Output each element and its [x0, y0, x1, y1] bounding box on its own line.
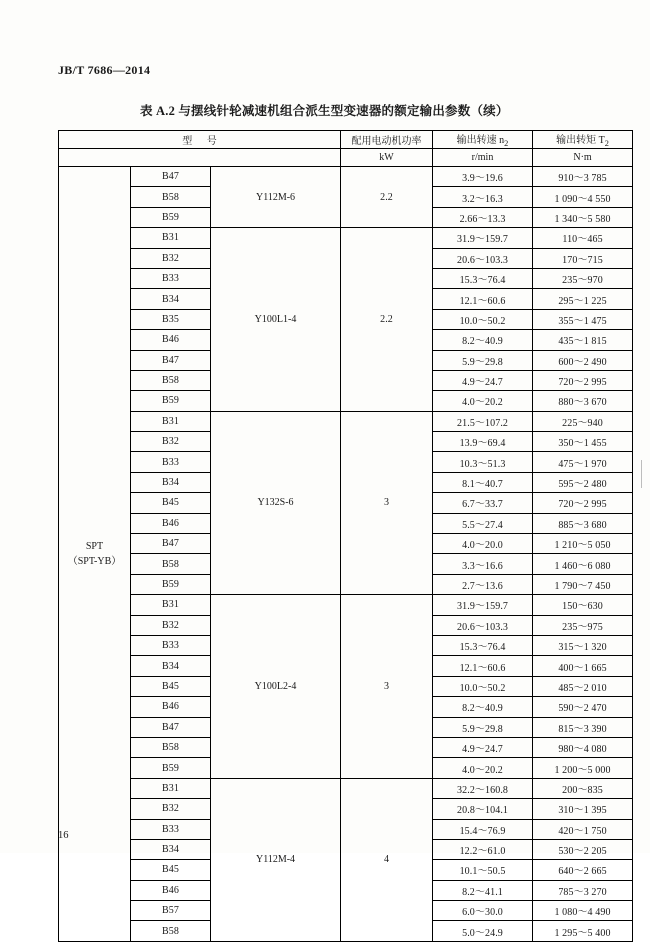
cell-output-torque: 110～465	[533, 228, 633, 248]
cell-motor-type: Y132S-6	[211, 411, 341, 595]
table-header-row-1	[59, 131, 633, 149]
cell-model: B32	[131, 615, 211, 635]
table-row	[59, 228, 633, 248]
header-output-speed	[433, 131, 533, 149]
cell-output-torque: 420～1 750	[533, 819, 633, 839]
cell-model: B33	[131, 452, 211, 472]
cell-output-speed: 31.9～159.7	[433, 595, 533, 615]
header-output-speed-subscript: 2	[504, 139, 509, 148]
cell-model: B33	[131, 268, 211, 288]
cell-output-speed: 31.9～159.7	[433, 228, 533, 248]
cell-output-torque: 590～2 470	[533, 697, 633, 717]
series-sublabel: （SPT-YB）	[67, 555, 122, 567]
cell-output-torque: 1 080～4 490	[533, 901, 633, 921]
cell-output-speed: 10.3～51.3	[433, 452, 533, 472]
table-caption: 表 A.2 与摆线针轮减速机组合派生型变速器的额定输出参数（续）	[140, 104, 509, 118]
cell-output-speed: 15.3～76.4	[433, 635, 533, 655]
cell-output-speed: 10.1～50.5	[433, 860, 533, 880]
cell-model: B46	[131, 880, 211, 900]
cell-motor-type: Y112M-6	[211, 167, 341, 228]
cell-output-speed: 6.7～33.7	[433, 493, 533, 513]
cell-output-speed: 4.0～20.2	[433, 391, 533, 411]
header-output-torque	[533, 131, 633, 149]
cell-output-speed: 12.1～60.6	[433, 289, 533, 309]
cell-model: B32	[131, 432, 211, 452]
cell-model: B33	[131, 819, 211, 839]
cell-output-torque: 310～1 395	[533, 799, 633, 819]
cell-model: B34	[131, 656, 211, 676]
table-row	[59, 167, 633, 187]
cell-model: B58	[131, 187, 211, 207]
cell-output-torque: 400～1 665	[533, 656, 633, 676]
series-label: SPT	[85, 540, 104, 552]
cell-output-torque: 910～3 785	[533, 167, 633, 187]
cell-model: B31	[131, 595, 211, 615]
cell-motor-power: 2.2	[341, 167, 433, 228]
cell-output-torque: 235～970	[533, 268, 633, 288]
cell-output-torque: 295～1 225	[533, 289, 633, 309]
cell-model: B47	[131, 717, 211, 737]
cell-output-speed: 5.5～27.4	[433, 513, 533, 533]
cell-output-speed: 5.9～29.8	[433, 350, 533, 370]
cell-model: B46	[131, 513, 211, 533]
cell-output-torque: 1 295～5 400	[533, 921, 633, 941]
cell-output-speed: 6.0～30.0	[433, 901, 533, 921]
cell-model: B59	[131, 207, 211, 227]
cell-motor-power: 4	[341, 778, 433, 941]
cell-model: B45	[131, 493, 211, 513]
cell-output-speed: 2.66～13.3	[433, 207, 533, 227]
cell-model: B58	[131, 921, 211, 941]
cell-output-torque: 720～2 995	[533, 370, 633, 390]
page-number: 16	[58, 830, 69, 841]
cell-output-torque: 595～2 480	[533, 472, 633, 492]
cell-output-torque: 225～940	[533, 411, 633, 431]
cell-model: B45	[131, 860, 211, 880]
cell-output-torque: 1 460～6 080	[533, 554, 633, 574]
cell-model: B47	[131, 534, 211, 554]
header-output-speed-label: 输出转速 n	[456, 135, 505, 146]
cell-output-torque: 170～715	[533, 248, 633, 268]
cell-output-speed: 5.0～24.9	[433, 921, 533, 941]
cell-model: B31	[131, 778, 211, 798]
cell-output-speed: 8.1～40.7	[433, 472, 533, 492]
cell-motor-power: 3	[341, 595, 433, 779]
cell-output-speed: 3.2～16.3	[433, 187, 533, 207]
table-body	[59, 167, 633, 942]
cell-output-torque: 235～975	[533, 615, 633, 635]
cell-output-torque: 785～3 270	[533, 880, 633, 900]
cell-output-speed: 3.9～19.6	[433, 167, 533, 187]
cell-output-torque: 485～2 010	[533, 676, 633, 696]
cell-output-speed: 20.8～104.1	[433, 799, 533, 819]
header-motor-power-unit: kW	[341, 149, 433, 167]
cell-output-torque: 435～1 815	[533, 330, 633, 350]
cell-output-torque: 815～3 390	[533, 717, 633, 737]
cell-model: B47	[131, 350, 211, 370]
header-output-torque-unit: N·m	[533, 149, 633, 167]
cell-output-speed: 8.2～40.9	[433, 330, 533, 350]
cell-output-speed: 15.4～76.9	[433, 819, 533, 839]
cell-output-torque: 355～1 475	[533, 309, 633, 329]
cell-motor-type: Y100L2-4	[211, 595, 341, 779]
cell-motor-type: Y100L1-4	[211, 228, 341, 412]
cell-output-torque: 980～4 080	[533, 737, 633, 757]
cell-model: B35	[131, 309, 211, 329]
cell-model: B34	[131, 839, 211, 859]
cell-output-speed: 8.2～40.9	[433, 697, 533, 717]
cell-output-speed: 4.9～24.7	[433, 737, 533, 757]
cell-output-torque: 530～2 205	[533, 839, 633, 859]
cell-output-speed: 20.6～103.3	[433, 248, 533, 268]
header-model-blank	[59, 149, 341, 167]
cell-output-speed: 5.9～29.8	[433, 717, 533, 737]
cell-output-torque: 600～2 490	[533, 350, 633, 370]
series-label-cell	[59, 167, 131, 942]
cell-output-torque: 315～1 320	[533, 635, 633, 655]
cell-output-speed: 20.6～103.3	[433, 615, 533, 635]
cell-model: B31	[131, 228, 211, 248]
cell-output-torque: 880～3 670	[533, 391, 633, 411]
header-motor-power: 配用电动机功率	[341, 131, 433, 149]
header-output-speed-unit: r/min	[433, 149, 533, 167]
cell-output-speed: 2.7～13.6	[433, 574, 533, 594]
cell-model: B59	[131, 391, 211, 411]
cell-model: B46	[131, 330, 211, 350]
standard-code-header: JB/T 7686—2014	[58, 63, 151, 77]
cell-model: B59	[131, 574, 211, 594]
cell-output-speed: 15.3～76.4	[433, 268, 533, 288]
header-model-title: 型 号	[59, 131, 341, 149]
cell-model: B34	[131, 289, 211, 309]
cell-output-speed: 12.1～60.6	[433, 656, 533, 676]
cell-output-torque: 200～835	[533, 778, 633, 798]
table-row	[59, 595, 633, 615]
cell-output-torque: 885～3 680	[533, 513, 633, 533]
cell-output-torque: 1 340～5 580	[533, 207, 633, 227]
cell-output-speed: 13.9～69.4	[433, 432, 533, 452]
cell-motor-type: Y112M-4	[211, 778, 341, 941]
header-output-torque-subscript: 2	[604, 139, 609, 148]
cell-output-torque: 640～2 665	[533, 860, 633, 880]
cell-model: B59	[131, 758, 211, 778]
cell-output-torque: 350～1 455	[533, 432, 633, 452]
cell-model: B32	[131, 799, 211, 819]
cell-output-torque: 1 210～5 050	[533, 534, 633, 554]
cell-model: B58	[131, 737, 211, 757]
cell-output-torque: 475～1 970	[533, 452, 633, 472]
cell-output-speed: 3.3～16.6	[433, 554, 533, 574]
cell-output-speed: 21.5～107.2	[433, 411, 533, 431]
table-row	[59, 411, 633, 431]
table-header-row-2	[59, 149, 633, 167]
cell-output-speed: 10.0～50.2	[433, 309, 533, 329]
rated-output-parameters-table	[58, 130, 633, 942]
cell-motor-power: 2.2	[341, 228, 433, 412]
cell-model: B31	[131, 411, 211, 431]
cell-output-speed: 12.2～61.0	[433, 839, 533, 859]
table-header	[59, 131, 633, 167]
cell-output-speed: 10.0～50.2	[433, 676, 533, 696]
cell-model: B32	[131, 248, 211, 268]
cell-model: B33	[131, 635, 211, 655]
cell-output-speed: 4.0～20.2	[433, 758, 533, 778]
cell-model: B34	[131, 472, 211, 492]
cell-model: B47	[131, 167, 211, 187]
cell-output-speed: 32.2～160.8	[433, 778, 533, 798]
table-row	[59, 778, 633, 798]
cell-output-speed: 8.2～41.1	[433, 880, 533, 900]
cell-output-torque: 1 090～4 550	[533, 187, 633, 207]
cell-model: B57	[131, 901, 211, 921]
cell-model: B58	[131, 370, 211, 390]
cell-output-speed: 4.9～24.7	[433, 370, 533, 390]
cell-motor-power: 3	[341, 411, 433, 595]
cell-output-torque: 1 200～5 000	[533, 758, 633, 778]
page-edge-mark	[641, 460, 642, 488]
cell-output-torque: 1 790～7 450	[533, 574, 633, 594]
cell-output-torque: 720～2 995	[533, 493, 633, 513]
cell-model: B45	[131, 676, 211, 696]
cell-output-torque: 150～630	[533, 595, 633, 615]
cell-model: B46	[131, 697, 211, 717]
cell-model: B58	[131, 554, 211, 574]
header-output-torque-label: 输出转矩 T	[556, 135, 605, 146]
cell-output-speed: 4.0～20.0	[433, 534, 533, 554]
